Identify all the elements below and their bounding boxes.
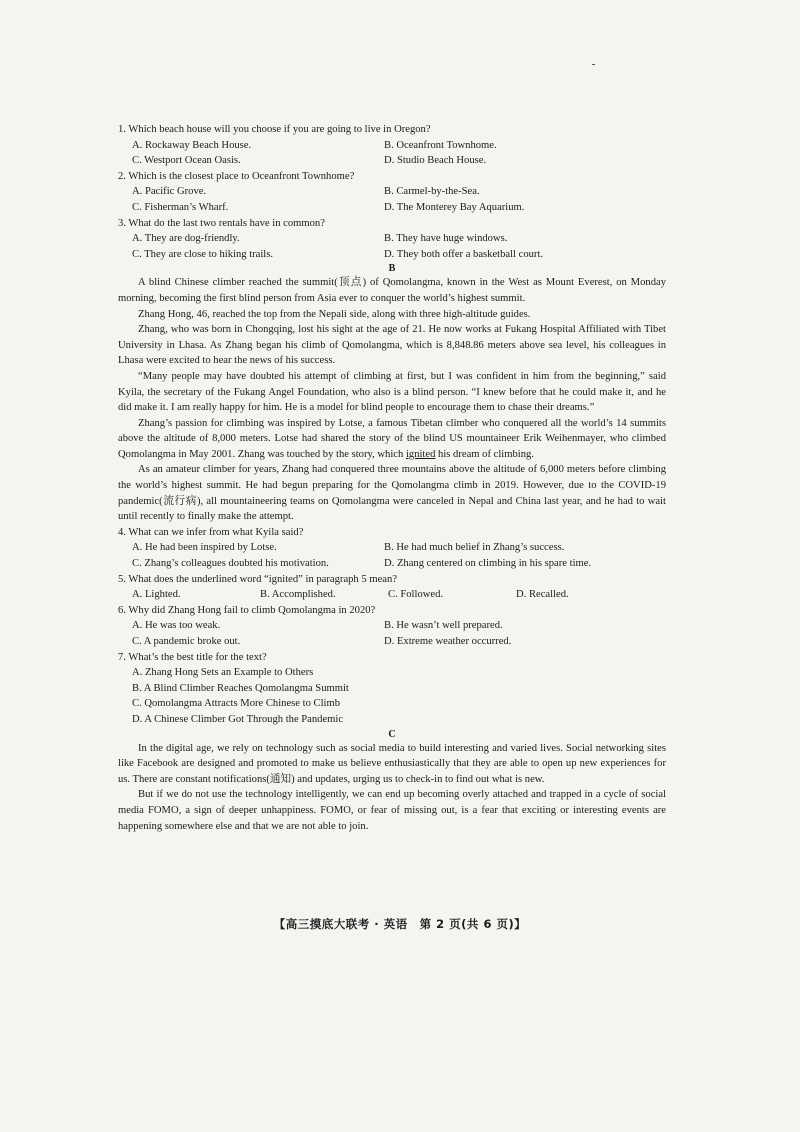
paragraph-5-text-after: his dream of climbing. xyxy=(435,448,534,460)
question-5: 5. What does the underlined word “ignited” in paragraph 5 mean? xyxy=(118,573,397,585)
option-b: B. He had much belief in Zhang’s success. xyxy=(384,542,565,554)
option-c: C. A pandemic broke out. xyxy=(132,636,241,647)
section-b-heading: B xyxy=(388,263,396,275)
option-a: A. They are dog-friendly. xyxy=(132,233,240,245)
underlined-word-ignited: ignited xyxy=(405,448,436,460)
option-d: D. Zhang centered on climbing in his spare time. xyxy=(384,558,592,570)
option-a: A. Rockaway Beach House. xyxy=(132,139,252,151)
option-c: C. Westport Ocean Oasis. xyxy=(132,155,241,167)
option-d: D. They both offer a basketball court. xyxy=(384,248,544,260)
option-a: A. Pacific Grove. xyxy=(132,186,207,198)
option-b: B. Accomplished. xyxy=(260,589,336,601)
option-c: C. Zhang’s colleagues doubted his motivation. xyxy=(132,558,329,570)
question-7: 7. What’s the best title for the text? xyxy=(118,651,267,663)
exam-page xyxy=(118,122,666,834)
option-b: B. Carmel-by-the-Sea. xyxy=(384,186,480,198)
question-6: 6. Why did Zhang Hong fail to climb Qomolangma in 2020? xyxy=(118,604,376,616)
passage-c-paragraph-2: But if we do not use the technology intelligently, we can end up becoming overly attached and trapped in a cycle of social media FOMO, a sign of deeper unhappiness. FOMO, or fear of missing out, is a fear that exciting or interesting events are happening somewhere else and that we are not able to join. xyxy=(118,789,666,832)
page-footer: 【高三摸底大联考 · 英语 第 2 页(共 6 页)】 xyxy=(273,917,527,931)
option-d: D. A Chinese Climber Got Through the Pandemic xyxy=(132,713,344,725)
option-b: B. Oceanfront Townhome. xyxy=(384,139,497,151)
option-c: C. Qomolangma Attracts More Chinese to Climb xyxy=(132,698,341,710)
question-5-options xyxy=(118,587,666,603)
option-c: C. Fisherman’s Wharf. xyxy=(132,201,229,213)
passage-b-paragraph-4: “Many people may have doubted his attempt of climbing at first, but I was confident in him from the beginning,” said Kyila, the secretary of the Fukang Angel Foundation, who also is a blind person. “I knew before that he could make it, and he did make it. I am really happy for him. He is a model for blind people to encourage them to chase their dreams.” xyxy=(118,370,666,414)
option-a: A. Lighted. xyxy=(132,589,181,601)
option-b: B. They have huge windows. xyxy=(384,233,508,245)
passage-b-paragraph-1: A blind Chinese climber reached the summit(顶点) of Qomolangma, known in the West as Mount Everest, on Monday morning, becoming the first blind person from Asia ever to conquer the world’s highest summit. xyxy=(118,277,666,304)
passage-b-paragraph-6: As an amateur climber for years, Zhang had conquered three mountains above the altitude of 6,000 meters before climbing the world’s highest summit. He had begun preparing for the Qomolangma climb in 2019. However, due to the COVID-19 pandemic(流行病), all mountaineering teams on Qomolangma were canceled in Nepal and China last year, and he had to wait until recently to finally make the attempt. xyxy=(118,464,666,523)
question-7-options xyxy=(118,665,666,727)
paragraph-5-text-before: Zhang’s passion for climbing was inspired by Lotse, a famous Tibetan climber who conquered all the world’s 14 summits above the altitude of 8,000 meters. Lotse had shared the story of the blind US mountaineer Erik Weihenmayer, who climbed Qomolangma in May 2001. Zhang was touched by the story, which xyxy=(118,417,666,460)
option-d: D. Extreme weather occurred. xyxy=(384,636,512,647)
option-d: D. Studio Beach House. xyxy=(384,155,487,167)
option-a: A. Zhang Hong Sets an Example to Others xyxy=(132,667,314,679)
passage-b-paragraph-2: Zhang Hong, 46, reached the top from the Nepali side, along with three high-altitude guides. xyxy=(138,308,531,320)
question-4: 4. What can we infer from what Kyila said? xyxy=(118,526,304,538)
passage-b-paragraph-3: Zhang, who was born in Chongqing, lost his sight at the age of 21. He now works at Fukang Hospital Affiliated with Tibet University in Lhasa. As Zhang began his climb of Qomolangma, which is 8,848.86 meters above sea level, his colleagues in Lhasa were excited to hear the news of his success. xyxy=(118,324,666,367)
option-c: C. They are close to hiking trails. xyxy=(132,248,274,260)
question-4-options xyxy=(118,540,666,571)
question-2-options xyxy=(118,184,666,215)
question-1-options xyxy=(118,138,666,169)
passage-b-paragraph-5 xyxy=(118,416,666,463)
option-b: B. He wasn’t well prepared. xyxy=(384,620,503,632)
option-a: A. He had been inspired by Lotse. xyxy=(132,542,277,554)
option-a: A. He was too weak. xyxy=(132,620,221,632)
option-d: D. Recalled. xyxy=(516,589,569,601)
scan-speck xyxy=(592,64,595,65)
option-b: B. A Blind Climber Reaches Qomolangma Summit xyxy=(132,682,349,694)
question-3: 3. What do the last two rentals have in common? xyxy=(118,217,325,229)
option-d: D. The Monterey Bay Aquarium. xyxy=(384,201,525,213)
passage-c-paragraph-1: In the digital age, we rely on technology such as social media to build interesting and varied lives. Social networking sites like Facebook are designed and promoted to make us believe enthusiastically that they are able to open up new experiences for us. There are constant notifications(通知) and updates, urging us to check-in to find out what is new. xyxy=(118,742,666,785)
question-1: 1. Which beach house will you choose if you are going to live in Oregon? xyxy=(118,124,431,135)
question-2: 2. Which is the closest place to Oceanfront Townhome? xyxy=(118,170,355,182)
question-3-options xyxy=(118,231,666,262)
option-c: C. Followed. xyxy=(388,589,444,601)
question-6-options xyxy=(118,618,666,649)
section-c-heading: C xyxy=(388,728,396,740)
